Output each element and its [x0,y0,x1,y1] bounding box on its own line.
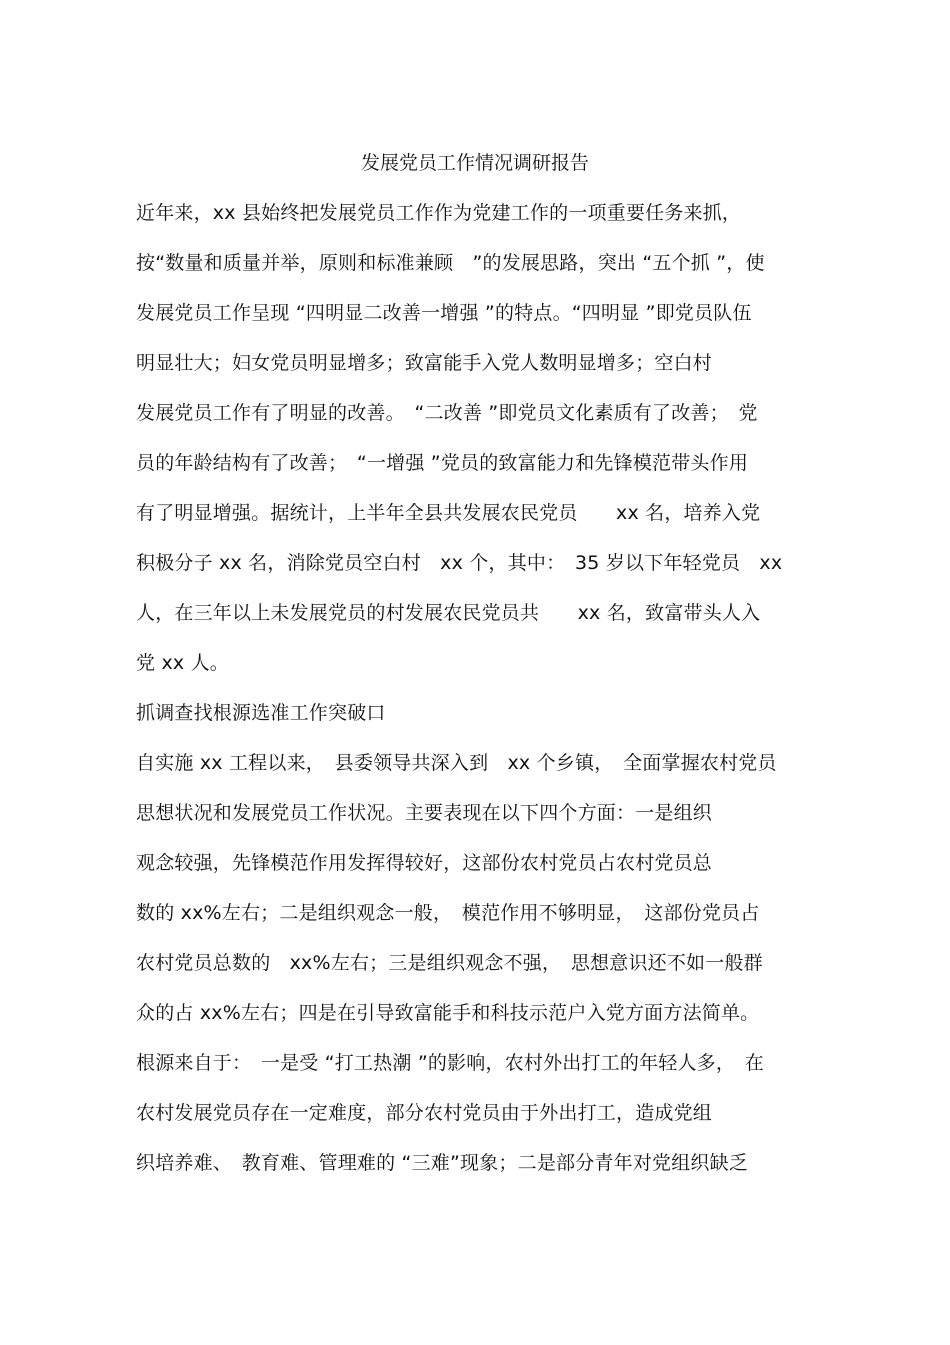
body-line-6: 员的年龄结构有了改善； “一增强 ”党员的致富能力和先锋模范带头作用 [136,452,749,474]
body-line-16: 农村党员总数的 xx%左右；三是组织观念不强， 思想意识还不如一般群 [136,952,763,974]
body-line-8: 积极分子 xx 名，消除党员空白村 xx 个，其中： 35 岁以下年轻党员 xx [136,552,783,574]
body-line-4: 明显壮大；妇女党员明显增多；致富能手入党人数明显增多；空白村 [136,352,713,374]
body-line-18: 根源来自于： 一是受 “打工热潮 ”的影响，农村外出打工的年轻人多， 在 [136,1052,764,1074]
body-line-10: 党 xx 人。 [136,652,229,674]
body-line-9: 人，在三年以上未发展党员的村发展农民党员共 xx 名，致富带头人入 [136,602,761,624]
body-line-7: 有了明显增强。据统计，上半年全县共发展农民党员 xx 名，培养入党 [136,502,761,524]
body-line-2: 按“数量和质量并举，原则和标准兼顾 ”的发展思路，突出 “五个抓 ”，使 [136,252,765,274]
body-line-13: 思想状况和发展党员工作状况。主要表现在以下四个方面：一是组织 [136,802,713,824]
body-line-17: 众的占 xx%左右；四是在引导致富能手和科技示范户入党方面方法简单。 [136,1002,760,1024]
body-line-1: 近年来，xx 县始终把发展党员工作作为党建工作的一项重要任务来抓， [136,202,742,224]
body-line-3: 发展党员工作呈现 “四明显二改善一增强 ”的特点。“四明显 ”即党员队伍 [136,302,752,324]
body-line-20: 织培养难、 教育难、管理难的 “三难”现象；二是部分青年对党组织缺乏 [136,1152,749,1174]
document-title: 发展党员工作情况调研报告 [360,152,589,174]
body-line-5: 发展党员工作有了明显的改善。 “二改善 ”即党员文化素质有了改善； 党 [136,402,758,424]
body-line-12: 自实施 xx 工程以来， 县委领导共深入到 xx 个乡镇， 全面掌握农村党员 [136,752,777,774]
body-line-14: 观念较强，先锋模范作用发挥得较好，这部份农村党员占农村党员总 [136,852,713,874]
body-line-19: 农村发展党员存在一定难度，部分农村党员由于外出打工，造成党组 [136,1102,713,1124]
body-line-15: 数的 xx%左右；二是组织观念一般， 模范作用不够明显， 这部份党员占 [136,902,760,924]
section-heading: 抓调查找根源选准工作突破口 [136,702,386,724]
